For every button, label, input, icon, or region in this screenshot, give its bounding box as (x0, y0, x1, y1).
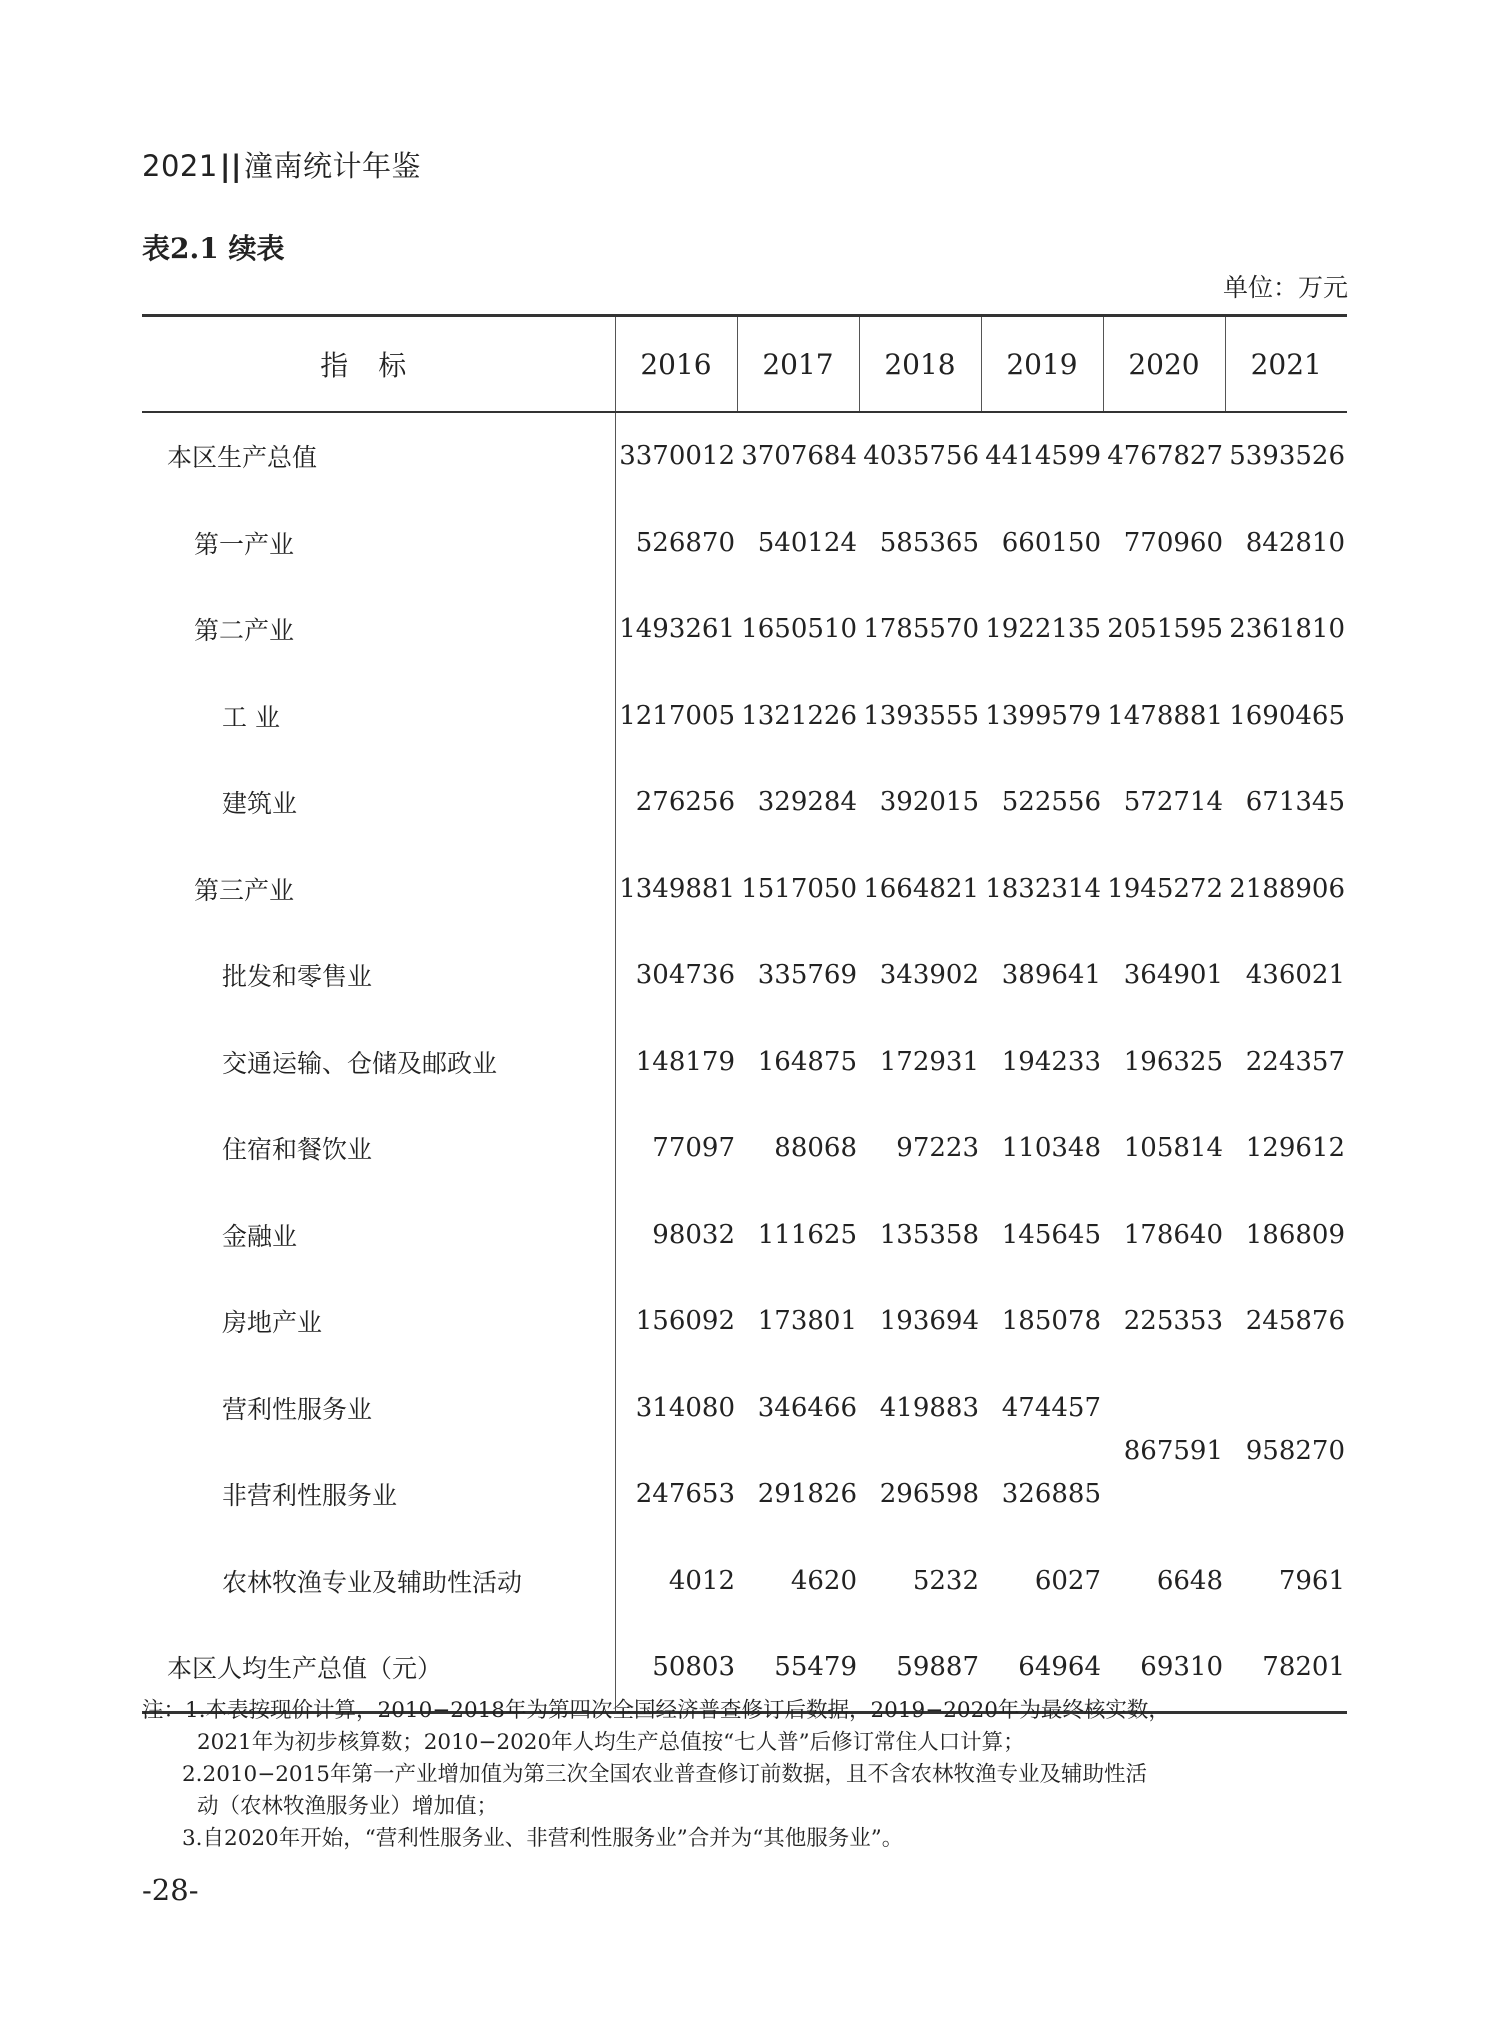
table-cell: 389641 (1001, 960, 1101, 991)
table-row (142, 1278, 1347, 1365)
row-label: 本区人均生产总值（元） (142, 1624, 615, 1712)
table-header-row (142, 316, 1347, 413)
table-cell: 59887 (859, 1624, 981, 1712)
table-cell: 335769 (757, 960, 857, 991)
row-label: 交通运输、仓储及邮政业 (142, 1019, 615, 1106)
table-cell: 173801 (757, 1306, 857, 1337)
table-cell: 6027 (1034, 1565, 1101, 1596)
table-cell: 526870 (635, 527, 735, 558)
table-row (142, 500, 1347, 587)
table-cell: 1517050 (741, 873, 857, 904)
table-cell: 1945272 (1107, 873, 1223, 904)
table-cell: 245876 (1245, 1306, 1345, 1337)
table-title: 表2.1 续表 (142, 232, 285, 265)
row-label: 金融业 (142, 1192, 615, 1279)
table-cell: 2361810 (1229, 614, 1345, 645)
table-cell: 194233 (1001, 1046, 1101, 1077)
table-cell: 1478881 (1107, 700, 1223, 731)
table-cell: 1399579 (985, 700, 1101, 731)
table-cell: 64964 (981, 1624, 1103, 1712)
table-cell: 55479 (737, 1624, 859, 1712)
table-cell: 1650510 (741, 614, 857, 645)
table-row (142, 1365, 1347, 1452)
table-cell: 474457 (1001, 1392, 1101, 1423)
table-cell: 185078 (1001, 1306, 1101, 1337)
row-label: 批发和零售业 (142, 932, 615, 1019)
row-label: 第三产业 (142, 846, 615, 933)
header-book-title: 潼南统计年鉴 (244, 149, 422, 183)
table-cell: 3370012 (619, 441, 735, 472)
row-label: 第一产业 (142, 500, 615, 587)
table-cell: 145645 (1001, 1219, 1101, 1250)
table-cell: 1217005 (619, 700, 735, 731)
row-label: 房地产业 (142, 1278, 615, 1365)
table-row (142, 759, 1347, 846)
table-cell: 186809 (1245, 1219, 1345, 1250)
table-row (142, 1019, 1347, 1106)
row-label: 建筑业 (142, 759, 615, 846)
row-label: 工 业 (142, 673, 615, 760)
table-cell: 296598 (879, 1479, 979, 1510)
table-row (142, 932, 1347, 1019)
header-year-2020: 2020 (1103, 316, 1225, 413)
table-cell: 156092 (635, 1306, 735, 1337)
header-year-2016: 2016 (615, 316, 737, 413)
table-cell: 842810 (1245, 527, 1345, 558)
table-cell: 135358 (879, 1219, 979, 1250)
table-cell: 1785570 (863, 614, 979, 645)
table-cell: 97223 (896, 1133, 979, 1164)
row-label: 本区生产总值 (142, 412, 615, 500)
table-cell: 4620 (790, 1565, 857, 1596)
table-cell: 193694 (879, 1306, 979, 1337)
table-cell: 1922135 (985, 614, 1101, 645)
table-cell: 343902 (879, 960, 979, 991)
table-cell: 69310 (1103, 1624, 1225, 1712)
table-notes (142, 1695, 1352, 1855)
table-cell: 78201 (1225, 1624, 1347, 1712)
table-cell: 1690465 (1229, 700, 1345, 731)
row-label: 住宿和餐饮业 (142, 1105, 615, 1192)
note-3: 3.自2020年开始，“营利性服务业、非营利性服务业”合并为“其他服务业”。 (182, 1826, 904, 1851)
row-label: 农林牧渔专业及辅助性活动 (142, 1538, 615, 1625)
note-1a: 1.本表按现价计算，2010−2018年为第四次全国经济普查修订后数据，2019−2020年为最终核实数， (185, 1698, 1170, 1723)
note-1-line-2: 2021年为初步核算数；2010−2020年人均生产总值按“七人普”后修订常住人口计算； (197, 1730, 1025, 1755)
table-cell: 4414599 (985, 441, 1101, 472)
table-cell: 572714 (1123, 787, 1223, 818)
table-cell: 110348 (1001, 1133, 1101, 1164)
table-cell: 585365 (879, 527, 979, 558)
page-number: -28- (142, 1873, 199, 1907)
table-cell: 164875 (757, 1046, 857, 1077)
header-year-2021: 2021 (1225, 316, 1347, 413)
table-cell: 326885 (1001, 1479, 1101, 1510)
table-row (142, 846, 1347, 933)
table-cell: 276256 (635, 787, 735, 818)
table-cell: 50803 (615, 1624, 737, 1712)
data-table (142, 314, 1347, 1714)
table-cell: 2188906 (1229, 873, 1345, 904)
table-cell: 111625 (757, 1219, 857, 1250)
table-cell: 1493261 (619, 614, 735, 645)
table-cell: 88068 (774, 1133, 857, 1164)
row-label: 第二产业 (142, 586, 615, 673)
table-cell: 1349881 (619, 873, 735, 904)
table-cell: 6648 (1156, 1565, 1223, 1596)
table-cell: 148179 (635, 1046, 735, 1077)
table-cell: 1393555 (863, 700, 979, 731)
unit-label: 单位：万元 (1222, 273, 1348, 302)
table-row (142, 1538, 1347, 1625)
table-cell: 329284 (757, 787, 857, 818)
header-year: 2021 (142, 149, 218, 183)
table-cell: 2051595 (1107, 614, 1223, 645)
table-row (142, 586, 1347, 673)
table-cell: 178640 (1123, 1219, 1223, 1250)
table-cell: 3707684 (741, 441, 857, 472)
header-separator: || (219, 149, 242, 183)
table-cell: 522556 (1001, 787, 1101, 818)
book-header (142, 144, 421, 185)
table-cell: 291826 (757, 1479, 857, 1510)
table-cell: 5393526 (1229, 441, 1345, 472)
table-cell: 419883 (879, 1392, 979, 1423)
table-cell: 436021 (1245, 960, 1345, 991)
table-cell: 105814 (1123, 1133, 1223, 1164)
row-label: 营利性服务业 (142, 1365, 615, 1452)
header-year-2019: 2019 (981, 316, 1103, 413)
table-cell: 7961 (1278, 1565, 1345, 1596)
table-cell: 247653 (635, 1479, 735, 1510)
note-2-line-2: 动（农林牧渔服务业）增加值； (197, 1794, 499, 1819)
note-prefix: 注： (142, 1698, 186, 1723)
table-row (142, 1105, 1347, 1192)
note-2-line-1: 2.2010−2015年第一产业增加值为第三次全国农业普查修订前数据，且不含农林牧渔专业及辅助性活 (182, 1762, 1147, 1787)
table-cell: 671345 (1245, 787, 1345, 818)
table-cell: 304736 (635, 960, 735, 991)
table-cell: 660150 (1001, 527, 1101, 558)
table-row (142, 1192, 1347, 1279)
merged-cell-2020: 867591 (1123, 1436, 1223, 1466)
header-year-2017: 2017 (737, 316, 859, 413)
table-cell: 770960 (1123, 527, 1223, 558)
table-cell: 172931 (879, 1046, 979, 1077)
table-cell: 129612 (1245, 1133, 1345, 1164)
table-cell: 540124 (757, 527, 857, 558)
table-cell: 1664821 (863, 873, 979, 904)
table-cell: 77097 (652, 1133, 735, 1164)
table-cell: 4012 (668, 1565, 735, 1596)
table-cell: 98032 (652, 1219, 735, 1250)
table-cell: 224357 (1245, 1046, 1345, 1077)
data-table-container (142, 314, 1347, 1714)
table-cell: 196325 (1123, 1046, 1223, 1077)
table-cell: 364901 (1123, 960, 1223, 991)
table-cell: 1832314 (985, 873, 1101, 904)
header-indicator: 指标 (142, 316, 615, 413)
merged-cell-2021: 958270 (1245, 1436, 1345, 1466)
table-cell: 1321226 (741, 700, 857, 731)
row-label: 非营利性服务业 (142, 1451, 615, 1538)
table-cell: 4035756 (863, 441, 979, 472)
table-row (142, 412, 1347, 500)
table-cell: 314080 (635, 1392, 735, 1423)
header-year-2018: 2018 (859, 316, 981, 413)
note-1-line-1 (142, 1695, 1352, 1727)
table-cell: 225353 (1123, 1306, 1223, 1337)
table-cell: 5232 (912, 1565, 979, 1596)
table-row (142, 673, 1347, 760)
table-cell: 392015 (879, 787, 979, 818)
table-cell: 4767827 (1107, 441, 1223, 472)
table-cell: 346466 (757, 1392, 857, 1423)
